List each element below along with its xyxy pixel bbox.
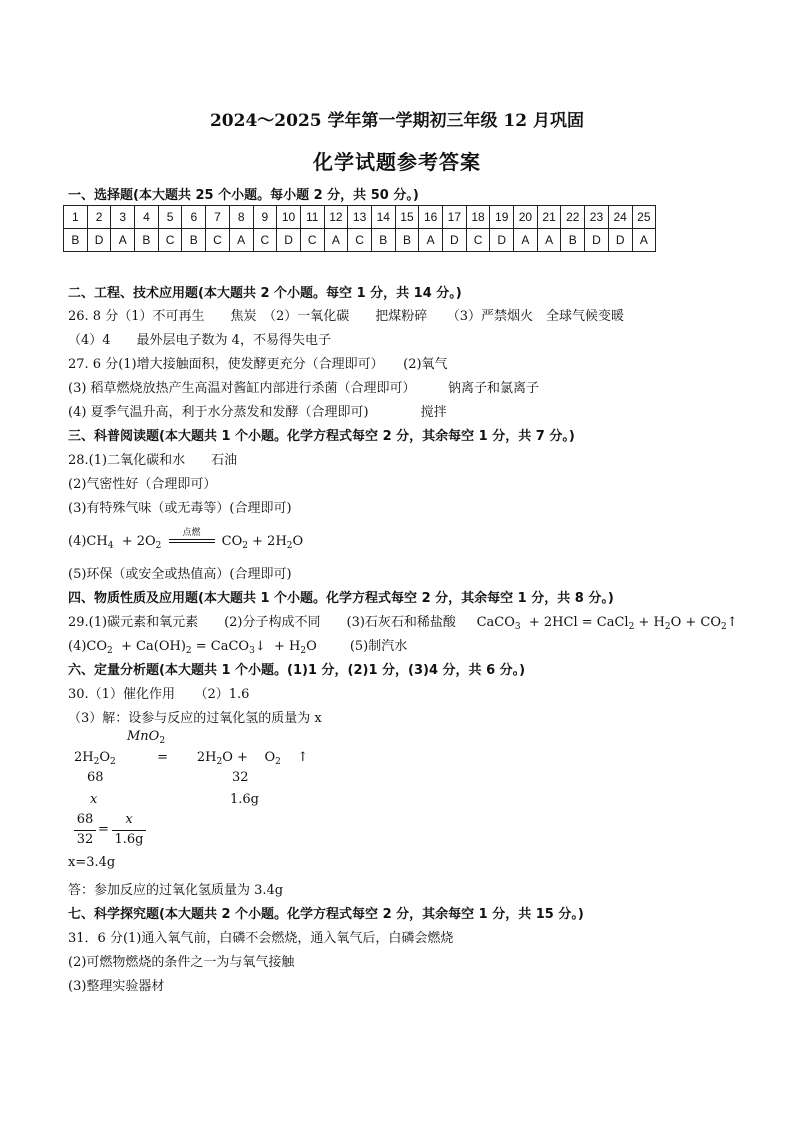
q28-line-1: 28.(1)二氧化碳和水 石油	[68, 453, 238, 468]
question-number-cell: 12	[324, 206, 348, 229]
q31-line-2: (2)可燃物燃烧的条件之一为与氧气接触	[68, 955, 295, 970]
answer-cell: A	[514, 229, 538, 252]
question-number-cell: 20	[514, 206, 538, 229]
section-2-heading: 二、工程、技术应用题(本大题共 2 个小题。每空 1 分，共 14 分。)	[68, 286, 462, 301]
question-number-cell: 24	[608, 206, 632, 229]
question-number-cell: 13	[348, 206, 372, 229]
question-number-cell: 4	[135, 206, 159, 229]
answer-table	[63, 205, 656, 252]
result-line: x=3.4g	[68, 855, 116, 870]
question-number-cell: 22	[561, 206, 585, 229]
question-number-cell: 18	[466, 206, 490, 229]
question-number-cell: 21	[537, 206, 561, 229]
answer-cell: C	[348, 229, 372, 252]
answer-cell: C	[300, 229, 324, 252]
answer-cell: A	[324, 229, 348, 252]
mass-1-6g: 1.6g	[230, 792, 259, 807]
question-number-cell: 23	[585, 206, 609, 229]
answer-cell: A	[537, 229, 561, 252]
answer-cell: A	[229, 229, 253, 252]
q31-line-1: 31．6 分(1)通入氧气前，白磷不会燃烧，通入氧气后，白磷会燃烧	[68, 931, 454, 946]
fraction-num-68: 68	[76, 812, 94, 827]
answer-cell: D	[608, 229, 632, 252]
q28-line-2: (2)气密性好（合理即可）	[68, 477, 217, 492]
question-number-cell: 16	[419, 206, 443, 229]
question-number-cell: 1	[64, 206, 88, 229]
question-number-cell: 14	[371, 206, 395, 229]
answer-cell: B	[371, 229, 395, 252]
ignite-condition: 点燃	[182, 527, 201, 538]
equation-prefix: (4)CH	[68, 534, 108, 549]
fraction-den-32: 32	[76, 832, 94, 847]
q27-line-1: 27. 6 分(1)增大接触面积，使发酵更充分（合理即可） (2)氧气	[68, 357, 448, 372]
answer-cell: C	[253, 229, 277, 252]
question-number-cell: 3	[111, 206, 135, 229]
question-number-cell: 5	[158, 206, 182, 229]
q30-line-2: （3）解：设参与反应的过氧化氢的质量为 x	[68, 711, 322, 726]
q28-equation: $(4)CH_4 + 2O_2$ 点燃 $CO_2 + 2H_2O$	[68, 534, 303, 549]
fraction-den-1-6g: 1.6g	[114, 832, 144, 847]
q28-line-3: (3)有特殊气味（或无毒等）(合理即可)	[68, 501, 292, 516]
answer-line: 答：参加反应的过氧化氢质量为 3.4g	[68, 883, 284, 898]
mass-32: 32	[232, 770, 249, 785]
answer-cell: D	[490, 229, 514, 252]
answer-cell: B	[561, 229, 585, 252]
answer-cell: D	[87, 229, 111, 252]
mass-68: 68	[87, 770, 104, 785]
question-number-cell: 7	[206, 206, 230, 229]
question-number-cell: 8	[229, 206, 253, 229]
question-number-cell: 17	[443, 206, 467, 229]
answer-cell: D	[443, 229, 467, 252]
section-3-heading: 三、科普阅读题(本大题共 1 个小题。化学方程式每空 2 分，其余每空 1 分，共 7 分。)	[68, 429, 575, 444]
question-number-cell: 6	[182, 206, 206, 229]
q28-line-5: (5)环保（或安全或热值高）(合理即可)	[68, 567, 292, 582]
catalyst-label: MnO$_2$	[127, 729, 166, 746]
fraction-num-x: x	[125, 812, 133, 827]
answer-cell: D	[277, 229, 301, 252]
answer-key-title: 化学试题参考答案	[313, 150, 481, 174]
answer-cell: A	[419, 229, 443, 252]
answer-cell: C	[206, 229, 230, 252]
unknown-x: x	[90, 792, 98, 807]
q29-tail: (5)制汽水	[349, 639, 408, 654]
section-7-heading: 七、科学探究题(本大题共 2 个小题。化学方程式每空 2 分，其余每空 1 分，共 15 分。)	[68, 907, 584, 922]
answer-cell: D	[585, 229, 609, 252]
q31-line-3: (3)整理实验器材	[68, 979, 165, 994]
question-number-cell: 11	[300, 206, 324, 229]
q29-text: 29.(1)碳元素和氧元素 (2)分子构成不同 (3)石灰石和稀盐酸	[68, 615, 456, 630]
question-number-cell: 15	[395, 206, 419, 229]
answer-cell: B	[182, 229, 206, 252]
answer-cell: B	[135, 229, 159, 252]
q27-line-3: (4) 夏季气温升高，利于水分蒸发和发酵（合理即可) 搅拌	[68, 405, 447, 420]
question-number-cell: 25	[632, 206, 656, 229]
q26-line-1: 26. 8 分（1）不可再生 焦炭 （2）一氧化碳 把煤粉碎 （3）严禁烟火 全球气候变暖	[68, 309, 625, 324]
q29-line-1: 29.(1)碳元素和氧元素 (2)分子构成不同 (3)石灰石和稀盐酸 CaCO$_3$ + 2HCl = CaCl$_2$ + $H_2O$ + $CO_2↑$	[68, 615, 738, 632]
answer-cell: C	[466, 229, 490, 252]
section-1-heading: 一、选择题(本大题共 25 个小题。每小题 2 分，共 50 分。)	[68, 188, 419, 203]
answer-cell: A	[632, 229, 656, 252]
section-4-heading: 四、物质性质及应用题(本大题共 1 个小题。化学方程式每空 2 分，其余每空 1 分，共 8 分。)	[68, 591, 614, 606]
answer-row	[64, 229, 656, 252]
question-number-row	[64, 206, 656, 229]
q27-line-2: (3) 稻草燃烧放热产生高温对酱缸内部进行杀菌（合理即可） 钠离子和氯离子	[68, 381, 540, 396]
question-number-cell: 2	[87, 206, 111, 229]
answer-cell: A	[111, 229, 135, 252]
q30-line-1: 30.（1）催化作用 （2）1.6	[68, 687, 250, 702]
exam-title: 2024～2025 学年第一学期初三年级 12 月巩固	[209, 111, 585, 131]
reaction-condition	[169, 527, 215, 548]
question-number-cell: 19	[490, 206, 514, 229]
answer-cell: B	[64, 229, 88, 252]
q29-line-2: $(4)CO_2 + Ca(OH)_2$ = CaCO$_3$↓ + $H_2O$ (5)制汽水	[68, 639, 408, 656]
answer-cell: C	[158, 229, 182, 252]
answer-cell: B	[395, 229, 419, 252]
question-number-cell: 10	[277, 206, 301, 229]
reaction-equation: $2H_2O_2$ = $2H_2O$ + $O_2$ ↑	[74, 750, 309, 767]
section-6-heading: 六、定量分析题(本大题共 1 个小题。(1)1 分，(2)1 分，(3)4 分，共 6 分。)	[68, 663, 526, 678]
q26-line-2: （4）4 最外层电子数为 4，不易得失电子	[68, 333, 331, 348]
question-number-cell: 9	[253, 206, 277, 229]
